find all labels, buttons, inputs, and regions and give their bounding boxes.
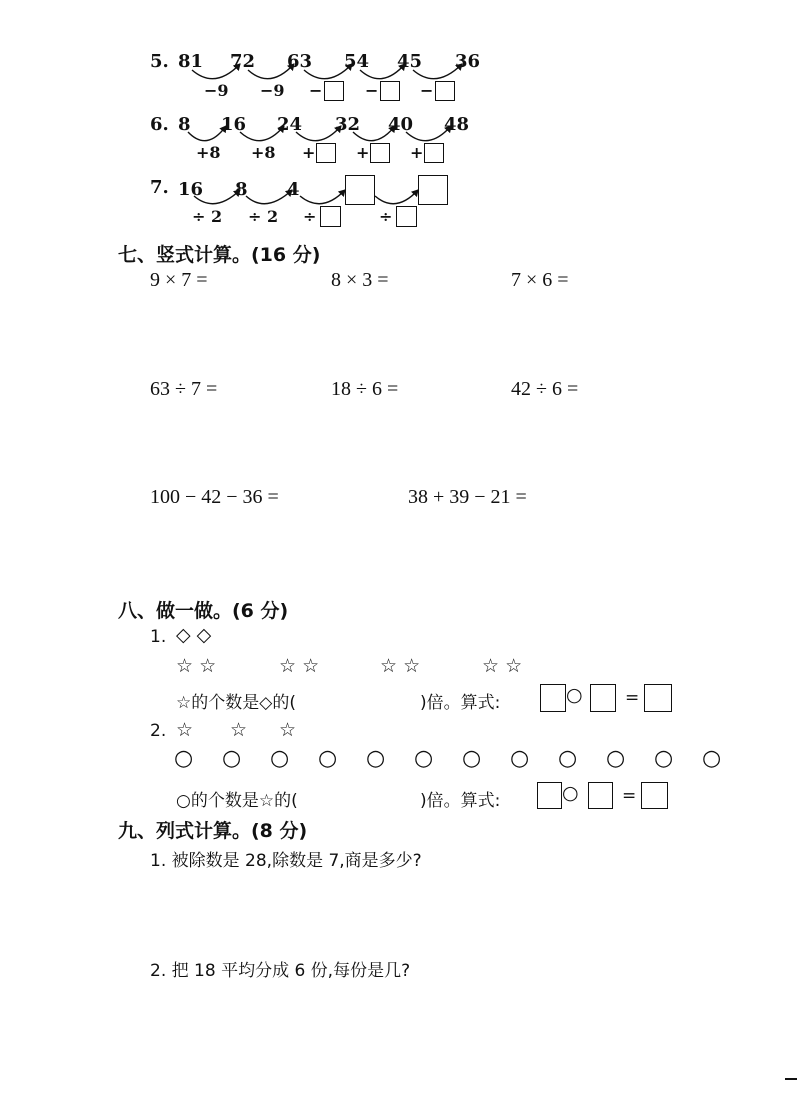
arrow — [413, 64, 462, 79]
operation-label: ÷ — [303, 207, 317, 226]
sentence-end: )倍。算式: — [420, 791, 501, 811]
equals-sign: = — [625, 688, 640, 708]
arrow — [246, 190, 292, 204]
sentence-end: )倍。算式: — [420, 693, 501, 713]
operation-label: + — [410, 143, 424, 162]
arrow — [304, 64, 352, 79]
answer-box[interactable] — [537, 782, 562, 809]
arrow — [248, 64, 294, 79]
circle: ○ — [318, 746, 338, 771]
problem-number: 2. — [150, 721, 167, 741]
operation-label: + — [302, 143, 316, 162]
circle: ○ — [606, 746, 626, 771]
star: ☆ — [230, 719, 248, 741]
operation-label: ÷ 2 — [192, 207, 223, 226]
answer-box[interactable] — [588, 782, 613, 809]
operator-circle: ○ — [566, 684, 583, 706]
sentence-start: ☆的个数是◇的( — [176, 693, 296, 713]
operation-label: ÷ 2 — [248, 207, 279, 226]
star-group: ☆ ☆ — [380, 655, 421, 677]
circle: ○ — [414, 746, 434, 771]
equals-sign: = — [622, 786, 637, 806]
question-number: 6. — [150, 114, 169, 135]
word-problem: 2. 把 18 平均分成 6 份,每份是几? — [150, 961, 411, 981]
answer-box[interactable] — [540, 684, 566, 712]
sequence-arrows — [0, 0, 800, 240]
star-group: ☆ ☆ — [279, 655, 320, 677]
sequence-number: 40 — [388, 114, 414, 135]
circle: ○ — [270, 746, 290, 771]
circle: ○ — [222, 746, 242, 771]
sequence-number: 16 — [178, 179, 204, 200]
arrow — [406, 126, 451, 141]
circle: ○ — [702, 746, 722, 771]
operation-label: −9 — [204, 81, 229, 100]
operation-label: + — [356, 143, 370, 162]
sequence-number: 24 — [277, 114, 303, 135]
star: ☆ — [176, 719, 194, 741]
sequence-number: 54 — [344, 51, 370, 72]
operation-label: ÷ — [379, 207, 393, 226]
question-number: 7. — [150, 177, 169, 198]
operation-label: − — [309, 81, 323, 100]
arrow — [375, 190, 418, 204]
calc-expression: 42 ÷ 6 = — [511, 378, 579, 400]
arrow — [353, 126, 395, 141]
sequence-number: 16 — [221, 114, 247, 135]
operation-label: +8 — [196, 143, 221, 162]
circle: ○ — [654, 746, 674, 771]
arrow — [360, 64, 405, 79]
arrow — [240, 126, 284, 141]
calc-expression: 7 × 6 = — [511, 269, 569, 291]
calc-expression: 63 ÷ 7 = — [150, 378, 218, 400]
calc-expression: 9 × 7 = — [150, 269, 208, 291]
arrow — [300, 190, 345, 204]
answer-box[interactable] — [644, 684, 672, 712]
page-edge-mark — [785, 1078, 797, 1080]
section-9-title: 九、列式计算。(8 分) — [118, 820, 308, 842]
answer-box[interactable] — [590, 684, 616, 712]
circle-row — [174, 746, 750, 771]
circle: ○ — [174, 746, 194, 771]
answer-box[interactable] — [641, 782, 668, 809]
operation-label: − — [420, 81, 434, 100]
sequence-number: 8 — [235, 179, 248, 200]
circle: ○ — [366, 746, 386, 771]
section-8-title: 八、做一做。(6 分) — [118, 600, 289, 622]
calc-expression: 100 − 42 − 36 = — [150, 486, 279, 508]
sequence-number: 8 — [178, 114, 191, 135]
operator-circle: ○ — [562, 782, 579, 804]
sequence-number: 36 — [455, 51, 481, 72]
sequence-number: 63 — [287, 51, 313, 72]
circle: ○ — [558, 746, 578, 771]
calc-expression: 8 × 3 = — [331, 269, 389, 291]
operation-label: +8 — [251, 143, 276, 162]
circle: ○ — [510, 746, 530, 771]
sequence-number: 4 — [287, 179, 300, 200]
diamond-shapes: ◇ ◇ — [176, 624, 212, 646]
calc-expression: 38 + 39 − 21 = — [408, 486, 527, 508]
star: ☆ — [279, 719, 297, 741]
sentence-start: ○的个数是☆的( — [176, 791, 298, 811]
calc-expression: 18 ÷ 6 = — [331, 378, 399, 400]
section-7-title: 七、竖式计算。(16 分) — [118, 244, 321, 266]
operation-label: − — [365, 81, 379, 100]
arrow — [194, 190, 240, 204]
star-group: ☆ ☆ — [176, 655, 217, 677]
sequence-number: 48 — [444, 114, 470, 135]
sequence-number: 72 — [230, 51, 256, 72]
circle: ○ — [462, 746, 482, 771]
arrow — [296, 126, 341, 141]
arrow — [188, 126, 226, 141]
question-number: 5. — [150, 51, 169, 72]
problem-number: 1. — [150, 627, 167, 647]
operation-label: −9 — [260, 81, 285, 100]
arrow — [192, 64, 240, 79]
sequence-number: 45 — [397, 51, 423, 72]
sequence-number: 81 — [178, 51, 204, 72]
star-group: ☆ ☆ — [482, 655, 523, 677]
sequence-number: 32 — [335, 114, 361, 135]
word-problem: 1. 被除数是 28,除数是 7,商是多少? — [150, 851, 422, 871]
